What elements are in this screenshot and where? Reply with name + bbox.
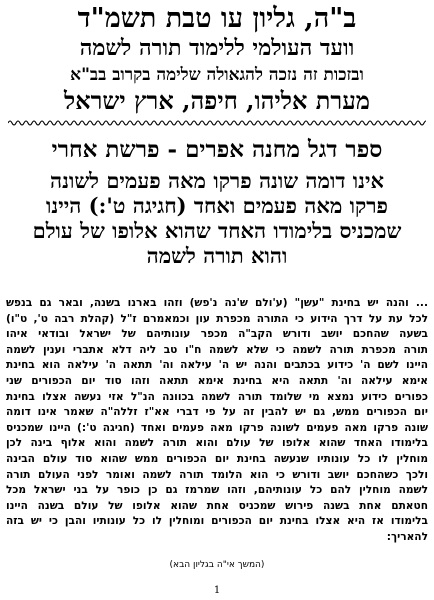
body-line: אימא עילאה וה' תתאה היא בחינת אימא תתאה וזהו סוד יום הכפורים שני	[6, 374, 428, 387]
issue-date-heading: ב"ה, גליון עו טבת תשמ"ד	[77, 4, 357, 34]
body-line: בלימודו האחד שהוא אלופו של עולם והוא תורה לשמה והוא אלוף בינה לכן	[6, 437, 428, 450]
subtitle-line: אינו דומה שונה פרקו מאה פעמים לשונה	[50, 168, 384, 193]
article-subtitle	[6, 168, 428, 268]
body-line: ... והנה יש בחינת "עשן" (ע'ולם ש'נה נ'פש) וזהו בארנו בשנה, ובאר גם בנפש	[6, 297, 428, 309]
body-line: לשמה מוחלין להם כל עונותיהם, וזהו שמרמז גם כן כופר על בני ישראל מכל	[6, 484, 428, 497]
body-line: מוחלין לו כל עונותיו שנעשה בחינת יום הכפורים ממש שהוא סוד עולם הבינה	[6, 452, 428, 465]
body-line: לכל עת על דרך הידוע כי התורה מכפרת עון וכמאמרם ז"ל (קהלת רבה ט', ט"ו)	[6, 312, 428, 325]
body-line: חטאתם אחת בשנה פירוש שמכניס אחת שהוא אלופו של עולם בשנה היינו	[6, 499, 428, 512]
subtitle-line: שמכניס בלימודו האחד שהוא אלופו של עולם	[32, 218, 402, 243]
body-line: ולכך כשהחכם יושב ודורש כי הוא הלומד תורה לשמה ואומר לפני העולם תורה	[6, 468, 428, 481]
body-line: תורה מכפרת תורה לשמה כי שלא לשמה ח"ו טב ליה דלא אתברי וענין לשמה	[6, 343, 428, 356]
body-line: בלימודו אז היא אצלו בחינת יום הכפורים ומוחלין לו כל עונותיו והבן כי יש בזה	[6, 515, 428, 528]
subtitle-line: והוא תורה לשמה	[146, 243, 288, 268]
subtitle-line: פרקו מאה פעמים ואחד (חגיגה ט':) היינו	[46, 193, 388, 218]
page-number: 1	[213, 585, 221, 596]
location-line: מערת אליהו, חיפה, ארץ ישראל	[63, 87, 370, 115]
body-line: בשעה שהחכם יושב ודורש הקב"ה מכפר עונותיהם של ישראל ובודאי איהו	[6, 328, 428, 341]
article-body	[6, 296, 428, 546]
body-line: שונה פרקו מאה פעמים לשונה פרקו מאה פעמים ואחד (חגיגה ט':) היינו שמכניס	[6, 421, 428, 434]
body-line: היינו לשם ה' כידוע בכתבים והנה יש ה' עילאה וה' תתאה ה' עילאה הוא בחינת	[6, 359, 428, 372]
body-line: להאריך:	[386, 530, 428, 543]
blessing-line: ובזכות זה נזכה להגאולה שלימה בקרוב בב"א	[70, 65, 364, 85]
wavy-divider	[8, 118, 426, 128]
body-line: כפורים כידוע נמצא מי שלומד תורה לשמה בכוונה הנ"ל אזי נעשה אצלו בחינת	[6, 390, 428, 403]
article-title: ספר דגל מחנה אפרים - פרשת אחרי	[51, 136, 383, 163]
organization-name: וועד העולמי ללימוד תורה לשמה	[79, 35, 355, 61]
body-line: יום הכפורים ממש, גם יש להבין זה על פי דברי אא"ז זללה"ה שאמר אינו דומה	[6, 406, 428, 419]
continued-note: (המשך אי"ה בגליון הבא)	[169, 560, 265, 570]
